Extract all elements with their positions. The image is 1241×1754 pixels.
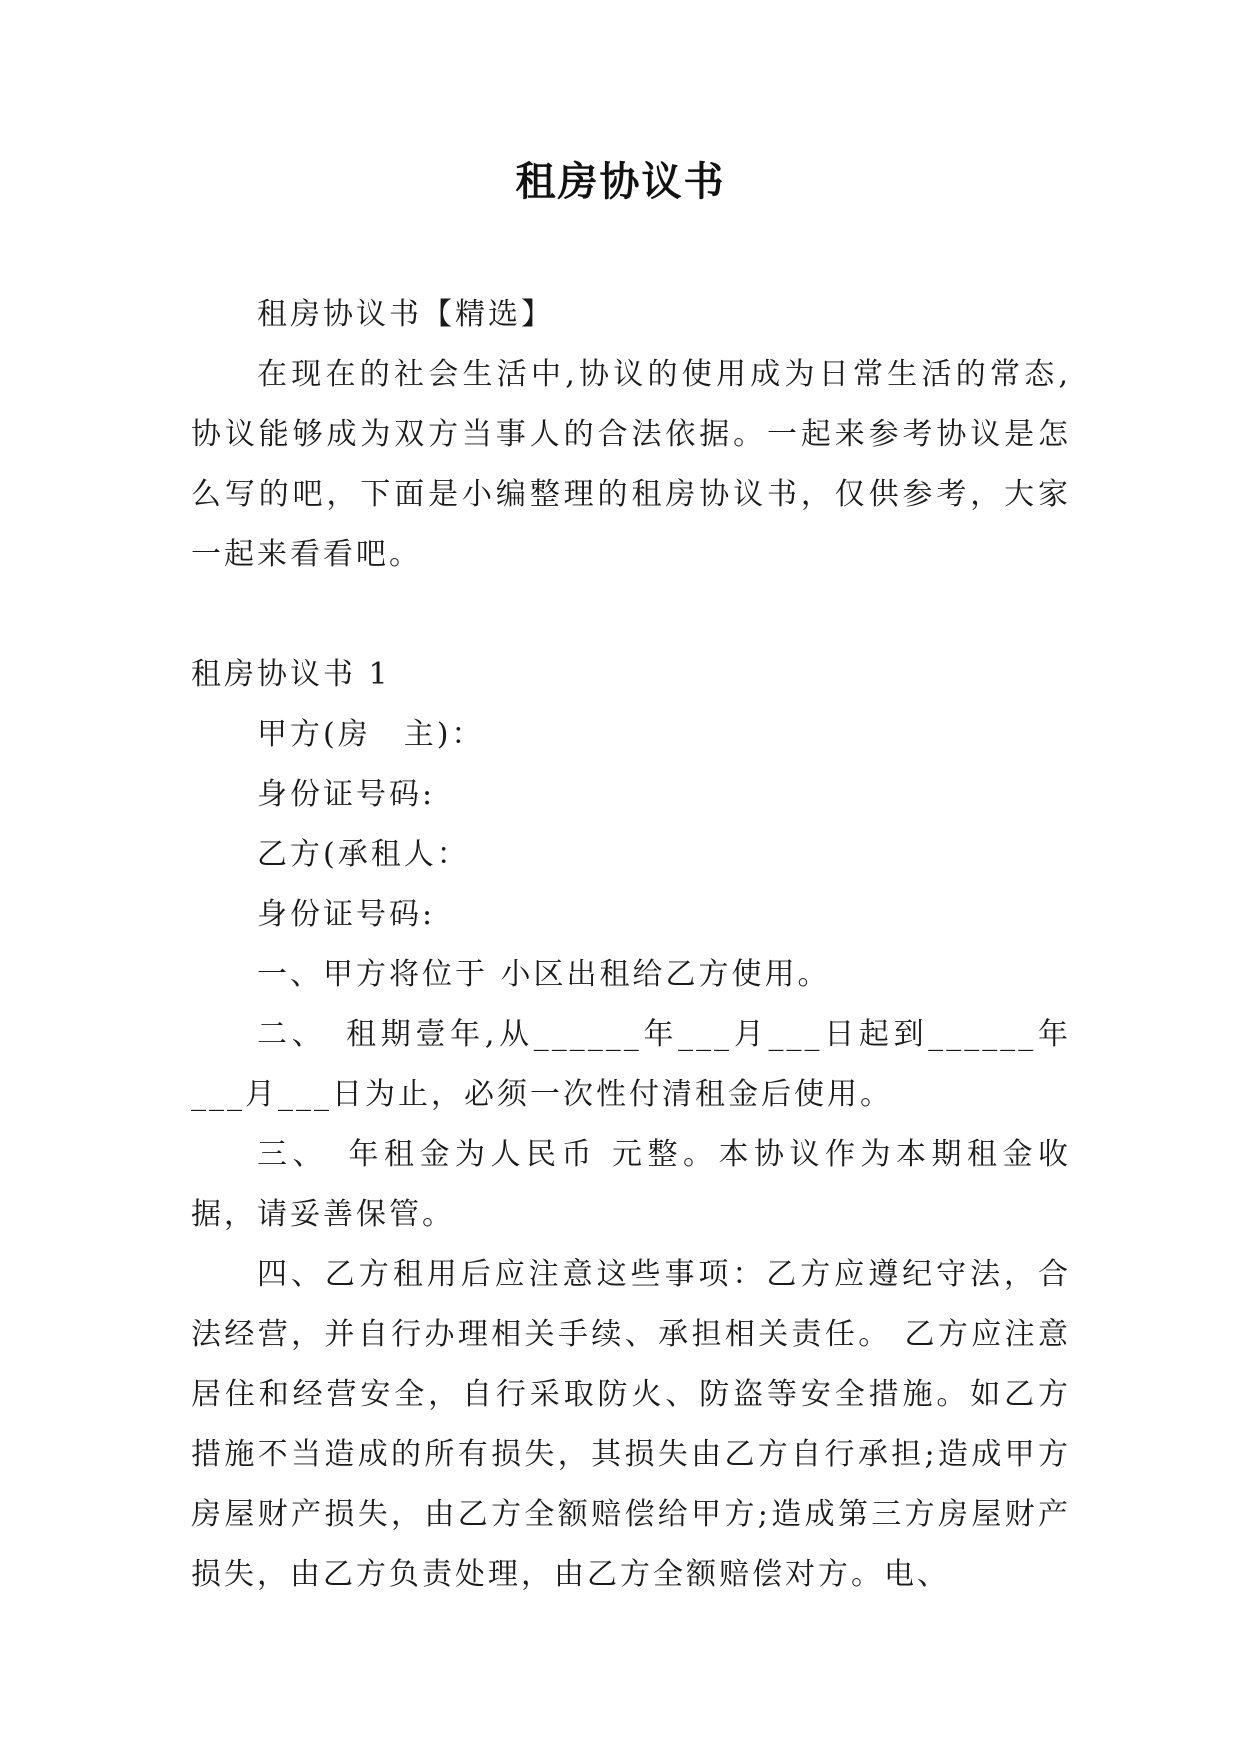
section-heading: 租房协议书 1: [191, 657, 391, 692]
document-title: 租房协议书: [515, 158, 726, 205]
intro-paragraph: 在现在的社会生活中,协议的使用成为日常生活的常态,协议能够成为双方当事人的合法依据。一起来参考协议是怎么写的吧，下面是小编整理的租房协议书，仅供参考，大家一起来看看吧。: [191, 357, 1071, 572]
subtitle: 租房协议书【精选】: [257, 297, 554, 332]
party-b-id-line: 身份证号码:: [257, 897, 436, 932]
clause-1: 一、甲方将位于 小区出租给乙方使用。: [257, 957, 831, 992]
clause-3: 三、 年租金为人民币 元整。本协议作为本期租金收据，请妥善保管。: [191, 1137, 1071, 1232]
clause-4: 四、乙方租用后应注意这些事项：乙方应遵纪守法，合法经营，并自行办理相关手续、承担相关责任。 乙方应注意居住和经营安全，自行采取防火、防盗等安全措施。如乙方措施不当造成的所有损失，其损失由乙方自行承担;造成甲方房屋财产损失，由乙方全额赔偿给甲方;造成第三方房屋财产损失，由乙方负责处理，由乙方全额赔偿对方。电、: [191, 1257, 1071, 1592]
clause-2: 二、 租期壹年,从______年___月___日起到______年___月___日为止，必须一次性付清租金后使用。: [191, 1017, 1071, 1112]
party-a-line: 甲方(房 主)：: [257, 717, 485, 752]
party-a-id-line: 身份证号码:: [257, 777, 436, 812]
document-body: [191, 285, 1071, 1605]
party-b-line: 乙方(承租人：: [257, 837, 470, 872]
